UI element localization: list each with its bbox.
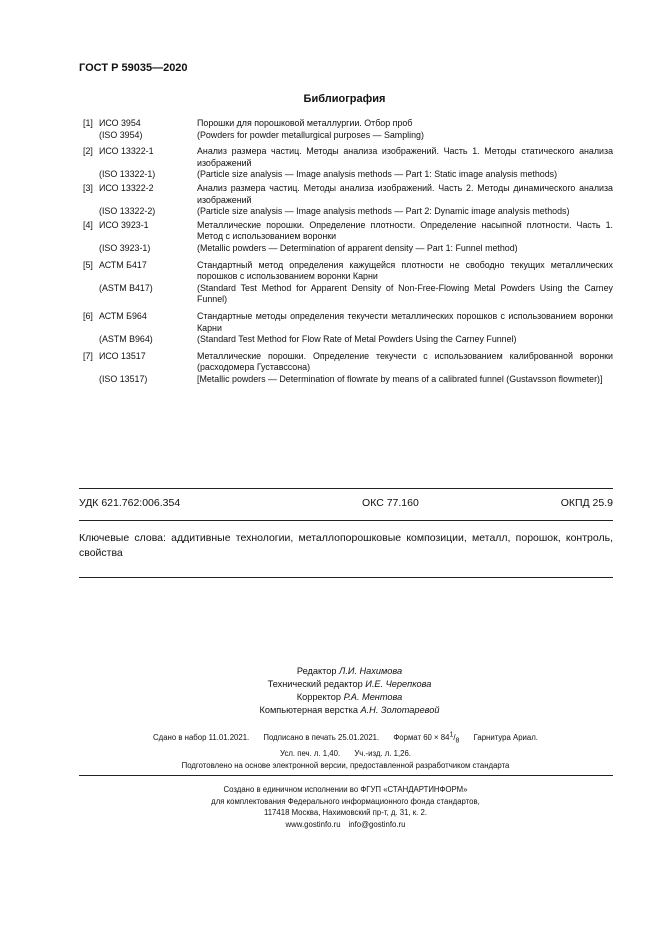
ref-code: ИСО 13322-1 <box>99 146 154 157</box>
ref-code: ИСО 13322-2 <box>99 182 154 193</box>
ref-code-original: (ASTM B964) <box>99 334 153 345</box>
publisher-info <box>0 784 661 830</box>
udk-code: УДК 621.762:006.354 <box>79 497 181 509</box>
bibliography-entry <box>83 220 613 255</box>
ref-code: АСТМ Б964 <box>99 310 147 321</box>
ref-code-original: (ISO 13322-1) <box>99 169 156 180</box>
publisher-address: 117418 Москва, Нахимовский пр-т, д. 31, к. 2. <box>263 808 428 817</box>
typeface: Гарнитура Ариал. <box>473 732 538 742</box>
ref-number: [7] <box>83 350 93 361</box>
print-info <box>0 729 661 773</box>
divider <box>79 520 613 521</box>
bibliography-entry <box>83 260 613 306</box>
oks-code: ОКС 77.160 <box>362 497 419 509</box>
keywords: Ключевые слова: аддитивные технологии, металлопорошковые композиции, металл, порошок, контроль, свойства <box>79 532 613 559</box>
sign-date: Подписано в печать 25.01.2021. <box>263 732 380 742</box>
prepared-note: Подготовлено на основе электронной версии, предоставленной разработчиком стандарта <box>181 761 510 771</box>
email-link[interactable]: info@gostinfo.ru <box>348 819 406 829</box>
document-header: ГОСТ Р 59035—2020 <box>79 62 188 74</box>
ref-code-original: (ASTM B417) <box>99 282 153 293</box>
classification-row <box>79 497 613 509</box>
ref-code: ИСО 3923-1 <box>99 219 149 230</box>
website-link[interactable]: www.gostinfo.ru <box>285 819 341 829</box>
ref-title-en: (Standard Test Method for Apparent Density of Non-Free-Flowing Metal Powders Using the Carney Funnel) <box>197 282 613 305</box>
print-row <box>30 748 661 761</box>
format-denominator: 8 <box>455 737 460 745</box>
ref-code-original: (ISO 3954) <box>99 129 143 140</box>
credit-name: И.Е. Черепкова <box>365 679 432 689</box>
ref-number: [4] <box>83 219 93 230</box>
print-sheets: Усл. печ. л. 1,40. <box>280 748 341 758</box>
set-date: Сдано в набор 11.01.2021. <box>153 732 250 742</box>
ref-title-ru: Стандартные методы определения текучести металлических порошков с использованием воронки Карни <box>197 310 613 333</box>
ref-title-en: (Standard Test Method for Flow Rate of Metal Powders Using the Carney Funnel) <box>197 334 517 345</box>
format-prefix: Формат 60 × 84 <box>393 732 450 742</box>
bibliography-list <box>83 118 613 385</box>
bibliography-entry <box>83 351 613 386</box>
bibliography-entry <box>83 146 613 181</box>
credit-layout <box>38 704 661 717</box>
ref-number: [2] <box>83 146 93 157</box>
ref-code-original: (ISO 13517) <box>99 373 148 384</box>
ref-title-ru: Металлические порошки. Определение плотности. Определение насыпной плотности. Часть 1. Метод с использованием воронки <box>197 219 613 242</box>
pub-sheets: Уч.-изд. л. 1,26. <box>354 748 411 758</box>
ref-title-ru: Порошки для порошковой металлургии. Отбор проб <box>197 118 413 128</box>
bibliography-entry <box>83 311 613 346</box>
format-numerator: 1 <box>449 731 454 738</box>
ref-number: [6] <box>83 310 93 321</box>
ref-code: АСТМ Б417 <box>99 259 147 270</box>
bibliography-entry <box>83 118 613 141</box>
format: Формат $60 \times 84^1/_8$ <box>393 731 460 745</box>
publisher-line: для комплектования Федерального информационного фонда стандартов, <box>211 796 480 806</box>
ref-code: ИСО 3954 <box>99 118 141 128</box>
credits-block <box>0 665 661 717</box>
credit-label: Редактор <box>296 666 337 676</box>
credit-name: Р.А. Ментова <box>343 692 403 702</box>
ref-code-original: (ISO 13322-2) <box>99 206 156 217</box>
ref-title-en: (Powders for powder metallurgical purposes — Sampling) <box>197 129 424 140</box>
credit-name: А.Н. Золотаревой <box>360 705 440 715</box>
ref-code: ИСО 13517 <box>99 350 146 361</box>
print-row <box>30 729 661 748</box>
credit-tech-editor <box>38 678 661 691</box>
divider <box>79 775 613 776</box>
credit-label: Технический редактор <box>267 679 363 689</box>
ref-number: [3] <box>83 182 93 193</box>
divider <box>79 577 613 578</box>
ref-title-en: (Metallic powders — Determination of apparent density — Part 1: Funnel method) <box>197 242 518 253</box>
bibliography-entry <box>83 183 613 218</box>
ref-title-ru: Анализ размера частиц. Методы анализа изображений. Часть 1. Методы статического анализа изображений <box>197 146 613 168</box>
ref-code-original: (ISO 3923-1) <box>99 242 151 253</box>
ref-title-en: (Particle size analysis — Image analysis methods — Part 1: Static image analysis methods) <box>197 169 558 180</box>
ref-title-ru: Металлические порошки. Определение текучести с использованием калиброванной воронки (расходомера Густавссона) <box>197 350 613 373</box>
bibliography-title: Библиография <box>303 93 386 105</box>
credit-editor <box>38 665 661 678</box>
ref-title-ru: Анализ размера частиц. Методы анализа изображений. Часть 2. Методы динамического анализа изображений <box>197 182 613 205</box>
credit-label: Компьютерная верстка <box>259 705 358 715</box>
ref-title-ru: Стандартный метод определения кажущейся плотности не свободно текущих металлических порошков с использованием воронки Карни <box>197 259 613 282</box>
ref-title-en: (Particle size analysis — Image analysis methods — Part 2: Dynamic image analysis methods) <box>197 206 570 217</box>
publisher-contacts <box>30 819 661 831</box>
credit-label: Корректор <box>296 692 341 702</box>
credit-corrector <box>38 691 661 704</box>
okpd-code: ОКПД 25.9 <box>560 497 613 509</box>
ref-number: [1] <box>83 118 93 128</box>
ref-title-en: [Metallic powders — Determination of flowrate by means of a calibrated funnel (Gustavsson flowmeter)] <box>197 373 603 384</box>
ref-number: [5] <box>83 259 93 270</box>
publisher-line: Создано в единичном исполнении во ФГУП «СТАНДАРТИНФОРМ» <box>223 785 468 794</box>
divider <box>79 488 613 489</box>
credit-name: Л.И. Нахимова <box>339 666 403 676</box>
